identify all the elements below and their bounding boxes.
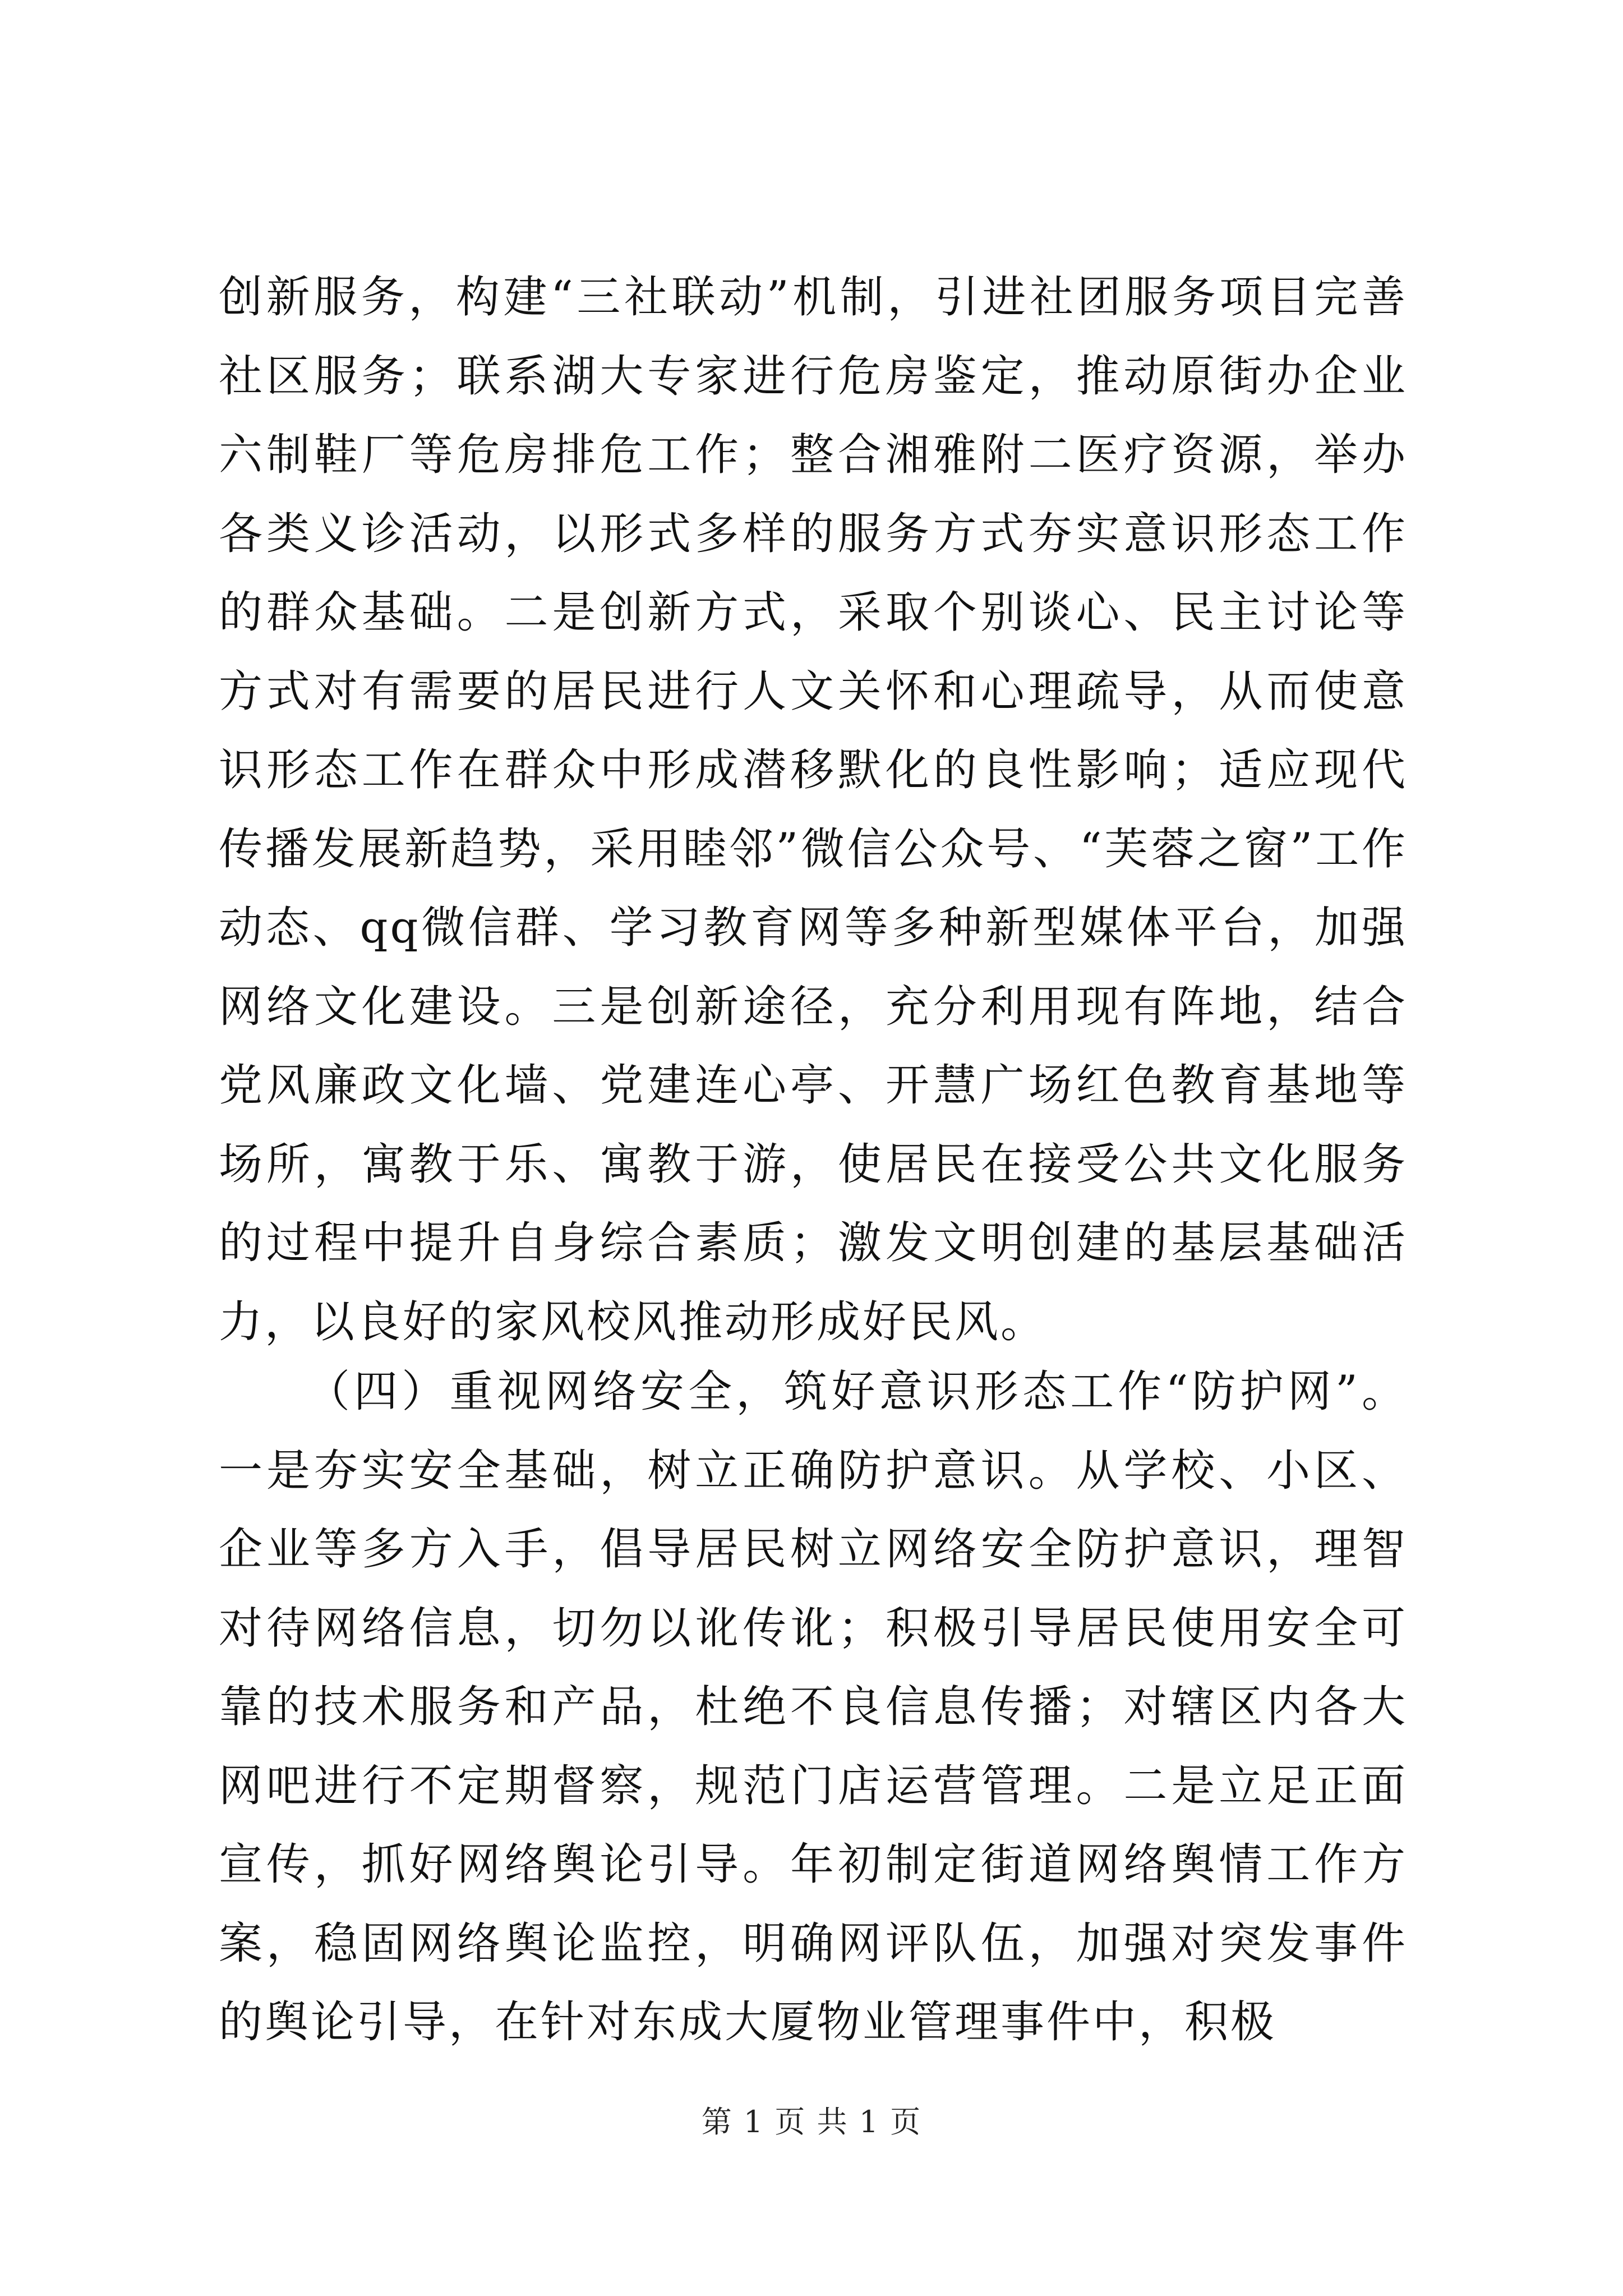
paragraph-section-four: （四）重视网络安全，筑好意识形态工作“防护网”。一是夯实安全基础，树立正确防护意识。从学校、小区、企业等多方入手，倡导居民树立网络安全防护意识，理智对待网络信息，切勿以讹传讹；积极引导居民使用安全可靠的技术服务和产品，杜绝不良信息传播；对辖区内各大网吧进行不定期督察，规范门店运营管理。二是立足正面宣传，抓好网络舆论引导。年初制定街道网络舆情工作方案，稳固网络舆论监控，明确网评队伍，加强对突发事件的舆论引导，在针对东成大厦物业管理事件中，积极 — [219, 1366, 1408, 2047]
paragraph-continuation: 创新服务，构建“三社联动”机制，引进社团服务项目完善社区服务；联系湖大专家进行危房鉴定，推动原街办企业六制鞋厂等危房排危工作；整合湘雅附二医疗资源，举办各类义诊活动，以形式多样的服务方式夯实意识形态工作的群众基础。二是创新方式，采取个别谈心、民主讨论等方式对有需要的居民进行人文关怀和心理疏导，从而使意识形态工作在群众中形成潜移默化的良性影响；适应现代传播发展新趋势，采用睦邻”微信公众号、“芙蓉之窗”工作动态、qq微信群、学习教育网等多种新型媒体平台，加强网络文化建设。三是创新途径，充分利用现有阵地，结合党风廉政文化墙、党建连心亭、开慧广场红色教育基地等场所，寓教于乐、寓教于游，使居民在接受公共文化服务的过程中提升自身综合素质；激发文明创建的基层基础活力，以良好的家风校风推动形成好民风。 — [219, 272, 1408, 1347]
page-number-footer: 第 1 页 共 1 页 — [701, 2104, 922, 2139]
